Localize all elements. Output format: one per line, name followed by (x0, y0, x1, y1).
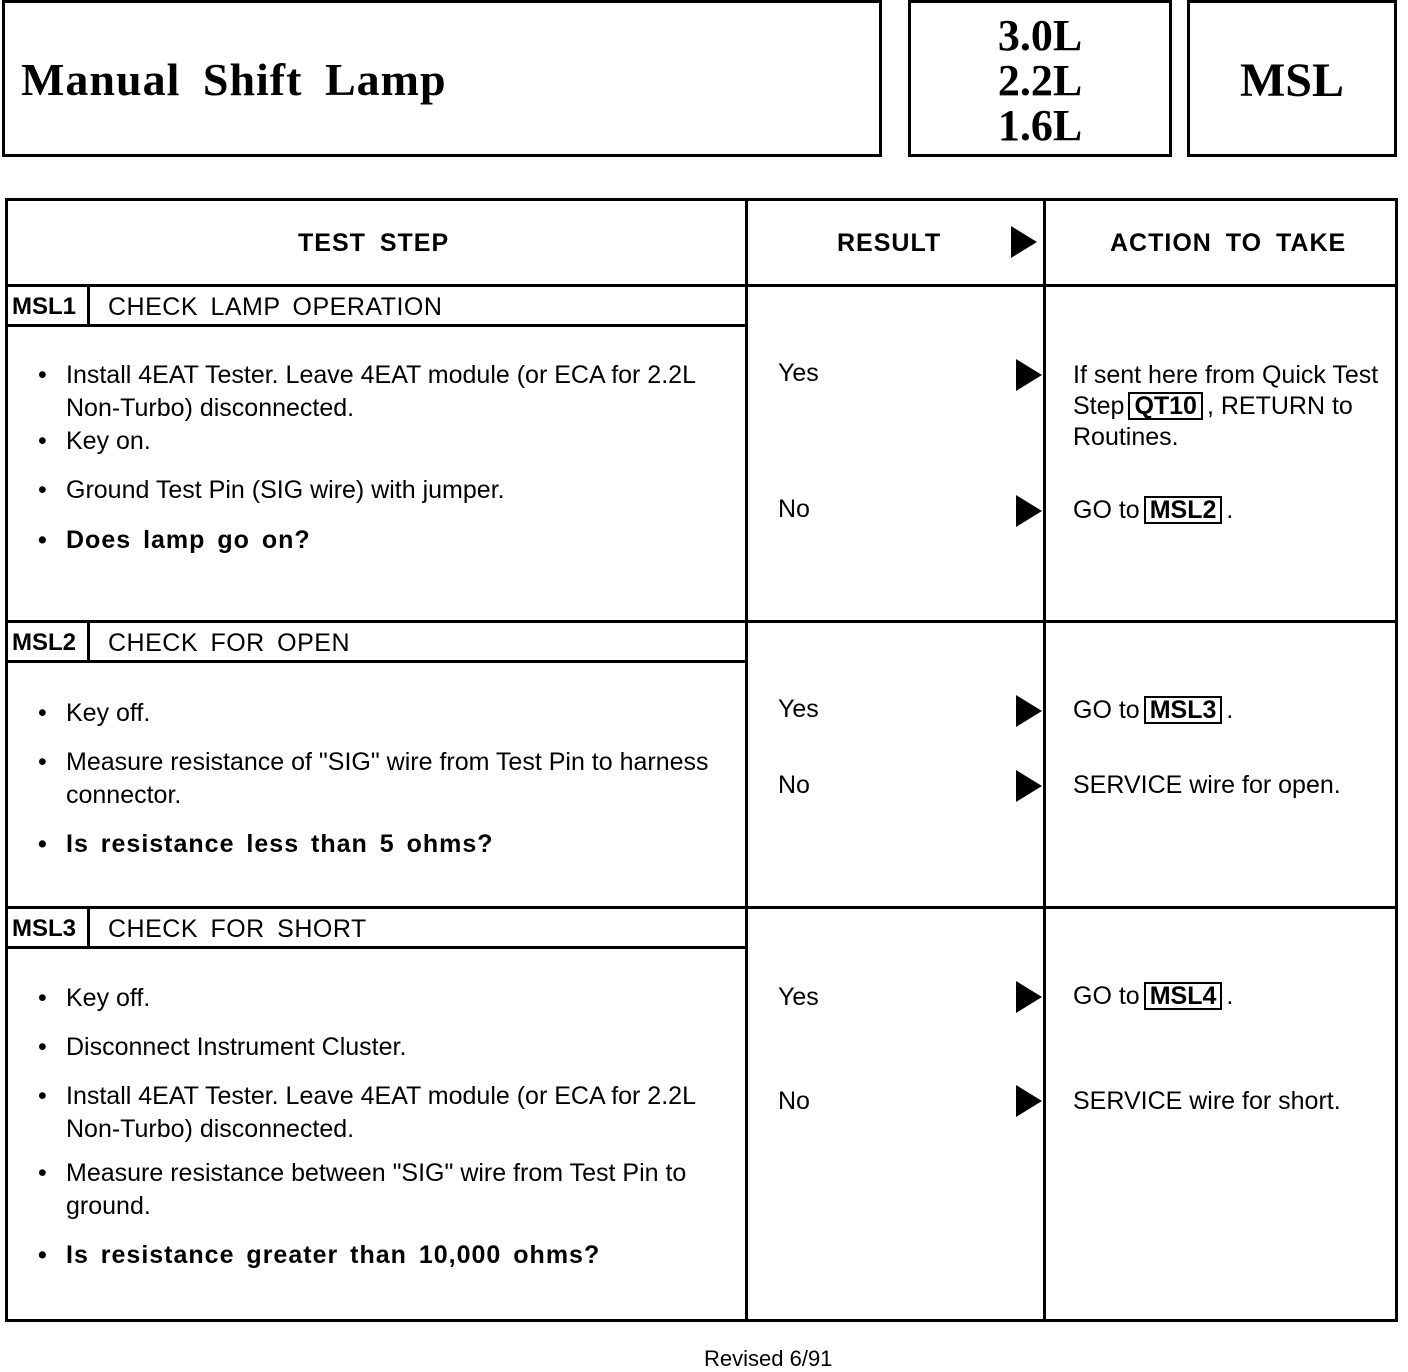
result-yes: Yes (778, 359, 819, 387)
column-divider (745, 201, 748, 1319)
test-table (5, 198, 1398, 1322)
action-text (1073, 495, 1383, 526)
step-reference: MSL3 (1144, 696, 1223, 724)
bullet-item: • Measure resistance between "SIG" wire from Test Pin to ground. (38, 1157, 728, 1223)
engine-item: 1.6L (997, 101, 1083, 150)
bullet-question: • Is resistance less than 5 ohms? (38, 828, 728, 861)
step-bullets-msl3 (38, 982, 728, 1272)
step-bullets-msl2 (38, 697, 728, 861)
arrow-icon (1011, 226, 1037, 258)
step-header-msl3 (8, 909, 746, 949)
page-title: Manual Shift Lamp (21, 54, 447, 105)
result-yes: Yes (778, 695, 819, 723)
step-reference: MSL2 (1144, 496, 1223, 524)
bullet-item: • Key off. (38, 982, 728, 1015)
arrow-icon (1016, 495, 1042, 527)
step-header-msl1 (8, 287, 746, 327)
bullet-question: • Is resistance greater than 10,000 ohms? (38, 1239, 728, 1272)
action-text-part: . (1226, 496, 1234, 524)
action-text-part: GO to (1073, 696, 1140, 724)
result-no: No (778, 1087, 810, 1115)
step-bullets-msl1 (38, 359, 728, 557)
section-code: MSL (1239, 54, 1344, 107)
action-text (1073, 360, 1383, 453)
action-text: SERVICE wire for open. (1073, 771, 1341, 799)
bullet-item: • Ground Test Pin (SIG wire) with jumper. (38, 474, 728, 507)
step-reference: MSL4 (1144, 982, 1223, 1010)
step-title: CHECK FOR SHORT (108, 915, 367, 943)
step-header-msl2 (8, 623, 746, 663)
arrow-icon (1016, 770, 1042, 802)
action-text-part: . (1226, 696, 1234, 724)
bullet-item: • Key on. (38, 425, 728, 458)
step-title: CHECK LAMP OPERATION (108, 293, 443, 321)
column-header-result: RESULT (837, 229, 942, 257)
arrow-icon (1016, 1085, 1042, 1117)
engine-box (908, 0, 1172, 157)
arrow-icon (1016, 695, 1042, 727)
step-code: MSL1 (8, 287, 90, 324)
bullet-item: • Key off. (38, 697, 728, 730)
bullet-question: • Does lamp go on? (38, 524, 728, 557)
result-no: No (778, 495, 810, 523)
step-code: MSL2 (8, 623, 90, 660)
code-box (1187, 0, 1397, 157)
engine-list (911, 13, 1169, 148)
bullet-item: • Install 4EAT Tester. Leave 4EAT module (or ECA for 2.2L Non-Turbo) disconnected. (38, 1080, 728, 1146)
step-code: MSL3 (8, 909, 90, 946)
action-text-part: . (1226, 982, 1234, 1010)
bullet-item: • Measure resistance of "SIG" wire from Test Pin to harness connector. (38, 746, 728, 812)
engine-item: 3.0L (997, 11, 1083, 60)
result-no: No (778, 771, 810, 799)
result-yes: Yes (778, 983, 819, 1011)
action-text-part: GO to (1073, 982, 1140, 1010)
action-text (1073, 981, 1383, 1012)
footer-revision: Revised 6/91 (704, 1346, 833, 1371)
column-header-test-step: TEST STEP (298, 229, 450, 257)
column-divider (1043, 201, 1046, 1319)
action-text: SERVICE wire for short. (1073, 1087, 1341, 1115)
action-text-part: If sent here from Quick Test Step (1073, 361, 1379, 420)
action-text-part: , RETURN to Routines. (1073, 392, 1353, 451)
action-text-part: GO to (1073, 496, 1140, 524)
engine-item: 2.2L (997, 56, 1083, 105)
step-reference: QT10 (1128, 392, 1203, 420)
column-header-action: ACTION TO TAKE (1110, 229, 1347, 257)
step-title: CHECK FOR OPEN (108, 629, 351, 657)
action-text (1073, 695, 1383, 726)
bullet-item: • Install 4EAT Tester. Leave 4EAT module (or ECA for 2.2L Non-Turbo) disconnected. (38, 359, 728, 425)
arrow-icon (1016, 981, 1042, 1013)
title-box (2, 0, 882, 157)
arrow-icon (1016, 359, 1042, 391)
bullet-item: • Disconnect Instrument Cluster. (38, 1031, 728, 1064)
